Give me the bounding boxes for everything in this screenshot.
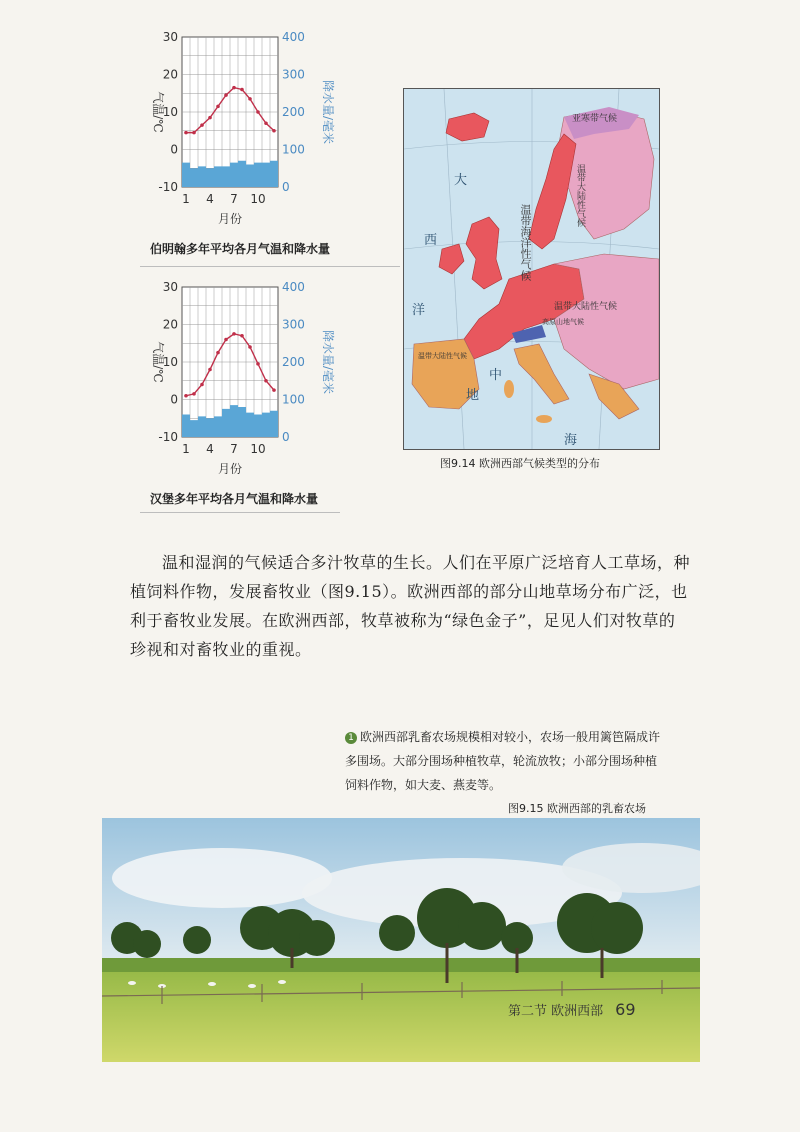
note-text: 欧洲西部乳畜农场规模相对较小，农场一般用篱笆隔成许多围场。大部分围场种植牧草，轮流放牧；小部分围场种植饲料作物，如大麦、燕麦等。	[345, 730, 661, 792]
temp-point	[224, 338, 228, 342]
map-label-medsea-zhong: 中	[489, 368, 503, 383]
temp-point	[208, 116, 212, 120]
precip-bar	[214, 416, 222, 437]
temp-point	[272, 129, 276, 133]
temp-point	[224, 93, 228, 97]
temp-point	[216, 105, 220, 109]
x-tick-label: 4	[206, 442, 214, 456]
x-axis-label: 月份	[217, 212, 243, 226]
footer-section: 第二节 欧洲西部	[508, 1004, 604, 1019]
precip-bar	[182, 415, 190, 438]
temp-point	[184, 394, 188, 398]
temp-point	[192, 392, 196, 396]
temp-point	[232, 332, 236, 336]
temp-tick-label: 20	[162, 67, 178, 82]
temp-point	[184, 131, 188, 135]
temp-tick-label: 10	[162, 105, 178, 119]
temp-point	[240, 334, 244, 338]
x-tick-label: 10	[250, 192, 266, 206]
note-bullet-icon: 1	[345, 732, 357, 744]
photo-note	[345, 725, 665, 797]
temp-tick-label: 0	[170, 392, 178, 407]
x-tick-label: 7	[230, 442, 238, 456]
page-footer	[508, 1000, 636, 1019]
temp-tick-label: 30	[162, 280, 178, 294]
precip-bar	[214, 166, 222, 187]
precip-bar	[254, 163, 262, 187]
temp-axis-label: 气温/℃	[151, 341, 165, 383]
temp-point	[240, 88, 244, 92]
precip-tick-label: 400	[282, 30, 305, 44]
precip-tick-label: 0	[282, 430, 290, 444]
precip-bar	[190, 420, 198, 437]
precip-bar	[206, 168, 214, 187]
x-tick-label: 1	[182, 442, 190, 456]
hamburg-climate-chart	[140, 275, 340, 480]
climate-chart-svg	[140, 275, 340, 480]
map-caption: 图9.14 欧洲西部气候类型的分布	[440, 457, 600, 470]
map-label-mediterranean-west: 温带大陆性气候	[418, 352, 467, 360]
map-label-ocean-xi: 西	[424, 233, 438, 248]
precip-bar	[246, 413, 254, 437]
precip-tick-label: 400	[282, 280, 305, 294]
temp-axis-label: 气温/℃	[151, 91, 165, 133]
precip-bar	[230, 163, 238, 187]
precip-bar	[222, 409, 230, 437]
precip-axis-label: 降水量/毫米	[321, 79, 335, 145]
precip-tick-label: 0	[282, 180, 290, 194]
dairy-farm-photo	[102, 818, 700, 1062]
temp-point	[200, 123, 204, 127]
farm-photo-svg	[102, 818, 700, 1062]
temp-tick-label: 10	[162, 355, 178, 369]
precip-bar	[198, 166, 206, 187]
precip-bar	[230, 405, 238, 437]
precip-tick-label: 200	[282, 355, 305, 369]
temp-point	[272, 388, 276, 392]
temp-point	[192, 131, 196, 135]
temp-point	[208, 368, 212, 372]
photo-caption: 图9.15 欧洲西部的乳畜农场	[508, 802, 646, 815]
temp-tick-label: 20	[162, 317, 178, 332]
precip-tick-label: 100	[282, 392, 305, 407]
precip-bar	[182, 163, 190, 187]
precip-tick-label: 200	[282, 105, 305, 119]
precip-bar	[270, 411, 278, 437]
temp-point	[256, 110, 260, 114]
temp-tick-label: -10	[158, 430, 178, 444]
x-axis-label: 月份	[217, 462, 243, 476]
temp-point	[216, 351, 220, 355]
precip-bar	[270, 161, 278, 187]
precip-tick-label: 300	[282, 67, 305, 82]
precip-tick-label: 100	[282, 142, 305, 157]
body-paragraph	[130, 548, 690, 664]
page-number: 69	[615, 1000, 636, 1019]
map-label-maritime: 温带海洋性气候	[519, 204, 532, 281]
temp-point	[264, 379, 268, 383]
divider	[140, 512, 340, 513]
body-text: 温和湿润的气候适合多汁牧草的生长。人们在平原广泛培育人工草场，种植饲料作物，发展畜牧业（图9.15）。欧洲西部的部分山地草场分布广泛，也利于畜牧业发展。在欧洲西部，牧草被称为“绿色金子”，足见人们对牧草的珍视和对畜牧业的重视。	[130, 553, 691, 659]
temp-point	[256, 362, 260, 366]
map-label-medsea-di: 地	[466, 388, 480, 403]
precip-tick-label: 300	[282, 317, 305, 332]
bergen-climate-chart	[140, 25, 340, 230]
western-europe-climate-map	[403, 88, 660, 450]
precip-axis-label: 降水量/毫米	[321, 329, 335, 395]
precip-bar	[238, 161, 246, 187]
temp-tick-label: 30	[162, 30, 178, 44]
temp-tick-label: 0	[170, 142, 178, 157]
map-label-ocean-yang: 洋	[412, 303, 426, 318]
map-label-alpine: 高原山地气候	[542, 318, 584, 326]
map-label-medsea-hai: 海	[564, 433, 578, 448]
temp-point	[264, 121, 268, 125]
divider	[140, 266, 400, 267]
map-label-subarctic: 亚寒带气候	[572, 114, 618, 124]
map-label-continental-mid: 温带大陆性气候	[554, 302, 618, 312]
x-tick-label: 10	[250, 442, 266, 456]
temp-point	[248, 97, 252, 101]
precip-bar	[254, 415, 262, 438]
temp-tick-label: -10	[158, 180, 178, 194]
map-label-ocean-da: 大	[454, 173, 468, 188]
temp-point	[200, 383, 204, 387]
temp-point	[248, 345, 252, 349]
x-tick-label: 1	[182, 192, 190, 206]
precip-bar	[262, 163, 270, 187]
climate-chart-svg	[140, 25, 340, 230]
x-tick-label: 7	[230, 192, 238, 206]
precip-bar	[222, 166, 230, 187]
precip-bar	[198, 416, 206, 437]
temp-point	[232, 86, 236, 90]
precip-bar	[238, 407, 246, 437]
hamburg-chart-caption: 汉堡多年平均各月气温和降水量	[150, 492, 319, 506]
bergen-chart-caption: 伯明翰多年平均各月气温和降水量	[150, 242, 331, 256]
precip-bar	[246, 165, 254, 188]
precip-bar	[190, 168, 198, 187]
map-label-continental-north: 温带大陆性气候	[575, 164, 585, 227]
precip-bar	[206, 418, 214, 437]
x-tick-label: 4	[206, 192, 214, 206]
precip-bar	[262, 413, 270, 437]
